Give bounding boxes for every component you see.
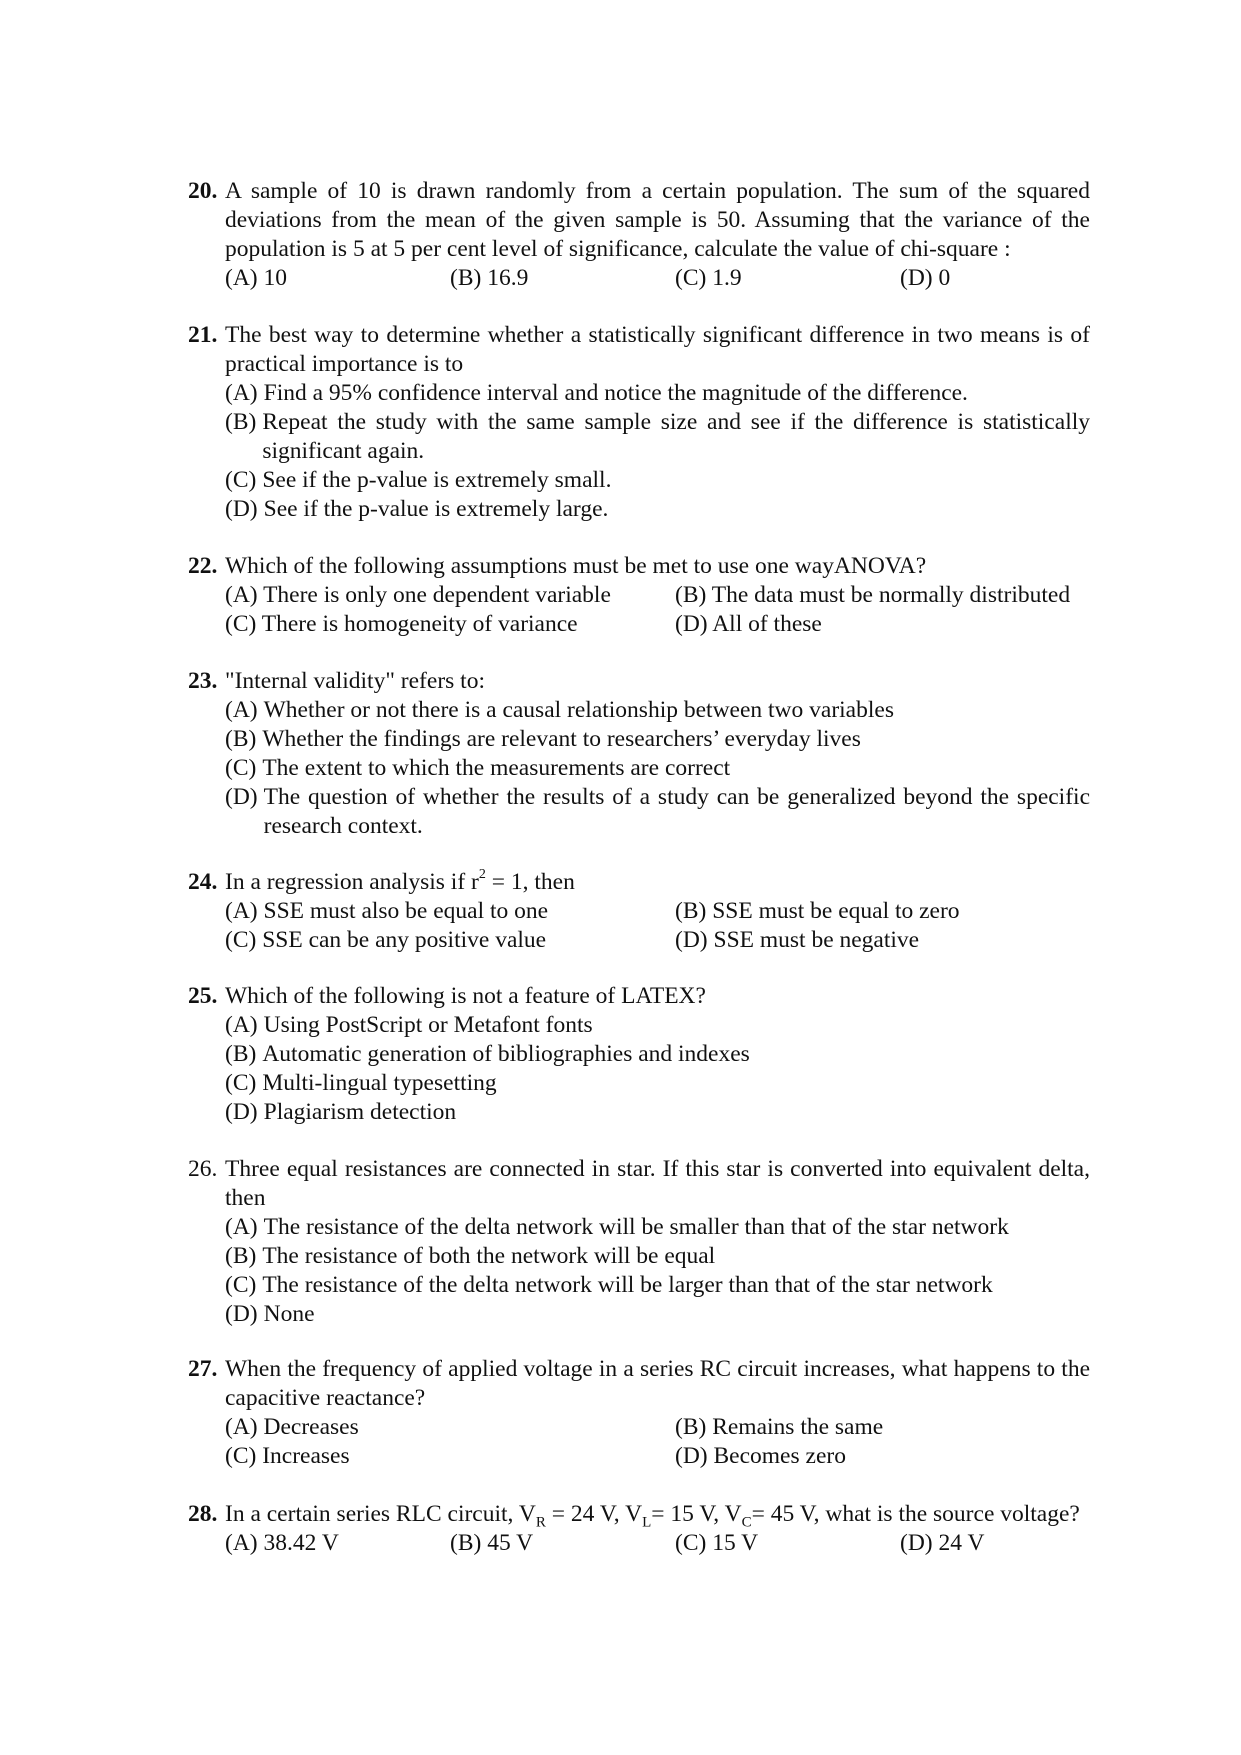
option-b: (B) The data must be normally distributed (675, 582, 1071, 608)
option-c: (C) SSE can be any positive value (225, 927, 547, 953)
option-b: (B) The resistance of both the network will be equal (225, 1243, 716, 1269)
option-d: (D) The question of whether the results of a study can be generalized beyond the specific research context. (225, 784, 1090, 839)
option-b: (B) Whether the findings are relevant to researchers’ everyday lives (225, 726, 861, 752)
option-a: (A) There is only one dependent variable (225, 582, 611, 608)
question-stem: In a certain series RLC circuit, $V_R = 24$ V, $V_L= 15$ V, $V_C= 45$ V, what is the source voltage? (225, 1501, 1080, 1531)
option-a: (A) Find a 95% confidence interval and notice the magnitude of the difference. (225, 380, 968, 406)
option-c: (C) 1.9 (675, 265, 742, 291)
question-21 (188, 321, 1090, 524)
option-a: (A) Decreases (225, 1414, 359, 1440)
option-a: (A) 10 (225, 265, 287, 291)
option-d: (D) 0 (900, 265, 951, 291)
question-stem: "Internal validity" refers to: (225, 668, 485, 694)
question-number: 23. (188, 668, 218, 694)
option-d: (D) Becomes zero (675, 1443, 846, 1469)
question-28 (188, 1500, 1090, 1558)
option-b: (B) 45 V (450, 1530, 534, 1556)
question-stem: Three equal resistances are connected in star. If this star is converted into equivalent delta, then (225, 1156, 1090, 1211)
option-d: (D) SSE must be negative (675, 927, 920, 953)
question-number: 20. (188, 178, 218, 204)
option-c: (C) Multi-lingual typesetting (225, 1070, 497, 1096)
options (225, 1011, 1090, 1127)
question-25 (188, 982, 1090, 1127)
question-stem: Which of the following assumptions must be met to use one wayANOVA? (225, 553, 927, 579)
option-b: (B) SSE must be equal to zero (675, 898, 960, 924)
question-number: 25. (188, 983, 218, 1009)
options (225, 696, 1090, 841)
option-d: (D) All of these (675, 611, 822, 637)
option-a: (A) The resistance of the delta network will be smaller than that of the star network (225, 1214, 1009, 1240)
options (225, 897, 1090, 955)
option-b: (B) Remains the same (675, 1414, 884, 1440)
option-c: (C) Increases (225, 1443, 350, 1469)
question-stem: When the frequency of applied voltage in a series RC circuit increases, what happens to the capacitive reactance? (225, 1356, 1090, 1411)
option-a: (A) Whether or not there is a causal relationship between two variables (225, 697, 894, 723)
question-stem: A sample of 10 is drawn randomly from a certain population. The sum of the squared deviations from the mean of the given sample is 50. Assuming that the variance of the population is 5 at 5 per cent level of significance, calculate the value of chi-square : (225, 178, 1090, 262)
option-b: (B) Repeat the study with the same sample size and see if the difference is statistically significant again. (225, 409, 1090, 464)
question-number: 27. (188, 1356, 218, 1382)
option-b: (B) Automatic generation of bibliographies and indexes (225, 1041, 750, 1067)
option-d: (D) 24 V (900, 1530, 985, 1556)
question-24 (188, 868, 1090, 955)
question-number: 22. (188, 553, 218, 579)
option-c: (C) The resistance of the delta network will be larger than that of the star network (225, 1272, 993, 1298)
option-c: (C) 15 V (675, 1530, 759, 1556)
option-c: (C) See if the p-value is extremely small. (225, 467, 612, 493)
option-d: (D) Plagiarism detection (225, 1099, 457, 1125)
option-c: (C) The extent to which the measurements are correct (225, 755, 731, 781)
option-b: (B) 16.9 (450, 265, 529, 291)
option-a: (A) 38.42 V (225, 1530, 339, 1556)
question-stem: Which of the following is not a feature of LATEX? (225, 983, 706, 1009)
option-c: (C) There is homogeneity of variance (225, 611, 578, 637)
question-26 (188, 1155, 1090, 1329)
question-27 (188, 1355, 1090, 1471)
question-number: 24. (188, 869, 218, 895)
options (225, 1529, 1090, 1558)
option-a: (A) SSE must also be equal to one (225, 898, 549, 924)
options (225, 1413, 1090, 1471)
options (225, 581, 1090, 639)
options (225, 1213, 1090, 1329)
option-d: (D) See if the p-value is extremely large. (225, 496, 609, 522)
question-stem: In a regression analysis if $r^2 = 1$, then (225, 867, 575, 895)
question-stem: The best way to determine whether a statistically significant difference in two means is of practical importance is to (225, 322, 1090, 377)
question-number: 21. (188, 322, 218, 348)
question-number: 28. (188, 1501, 218, 1527)
question-23 (188, 667, 1090, 841)
option-a: (A) Using PostScript or Metafont fonts (225, 1012, 593, 1038)
options (225, 379, 1090, 524)
question-20 (188, 177, 1090, 293)
question-22 (188, 552, 1090, 639)
option-d: (D) None (225, 1301, 315, 1327)
question-number: 26. (188, 1156, 218, 1182)
options (225, 264, 1090, 293)
